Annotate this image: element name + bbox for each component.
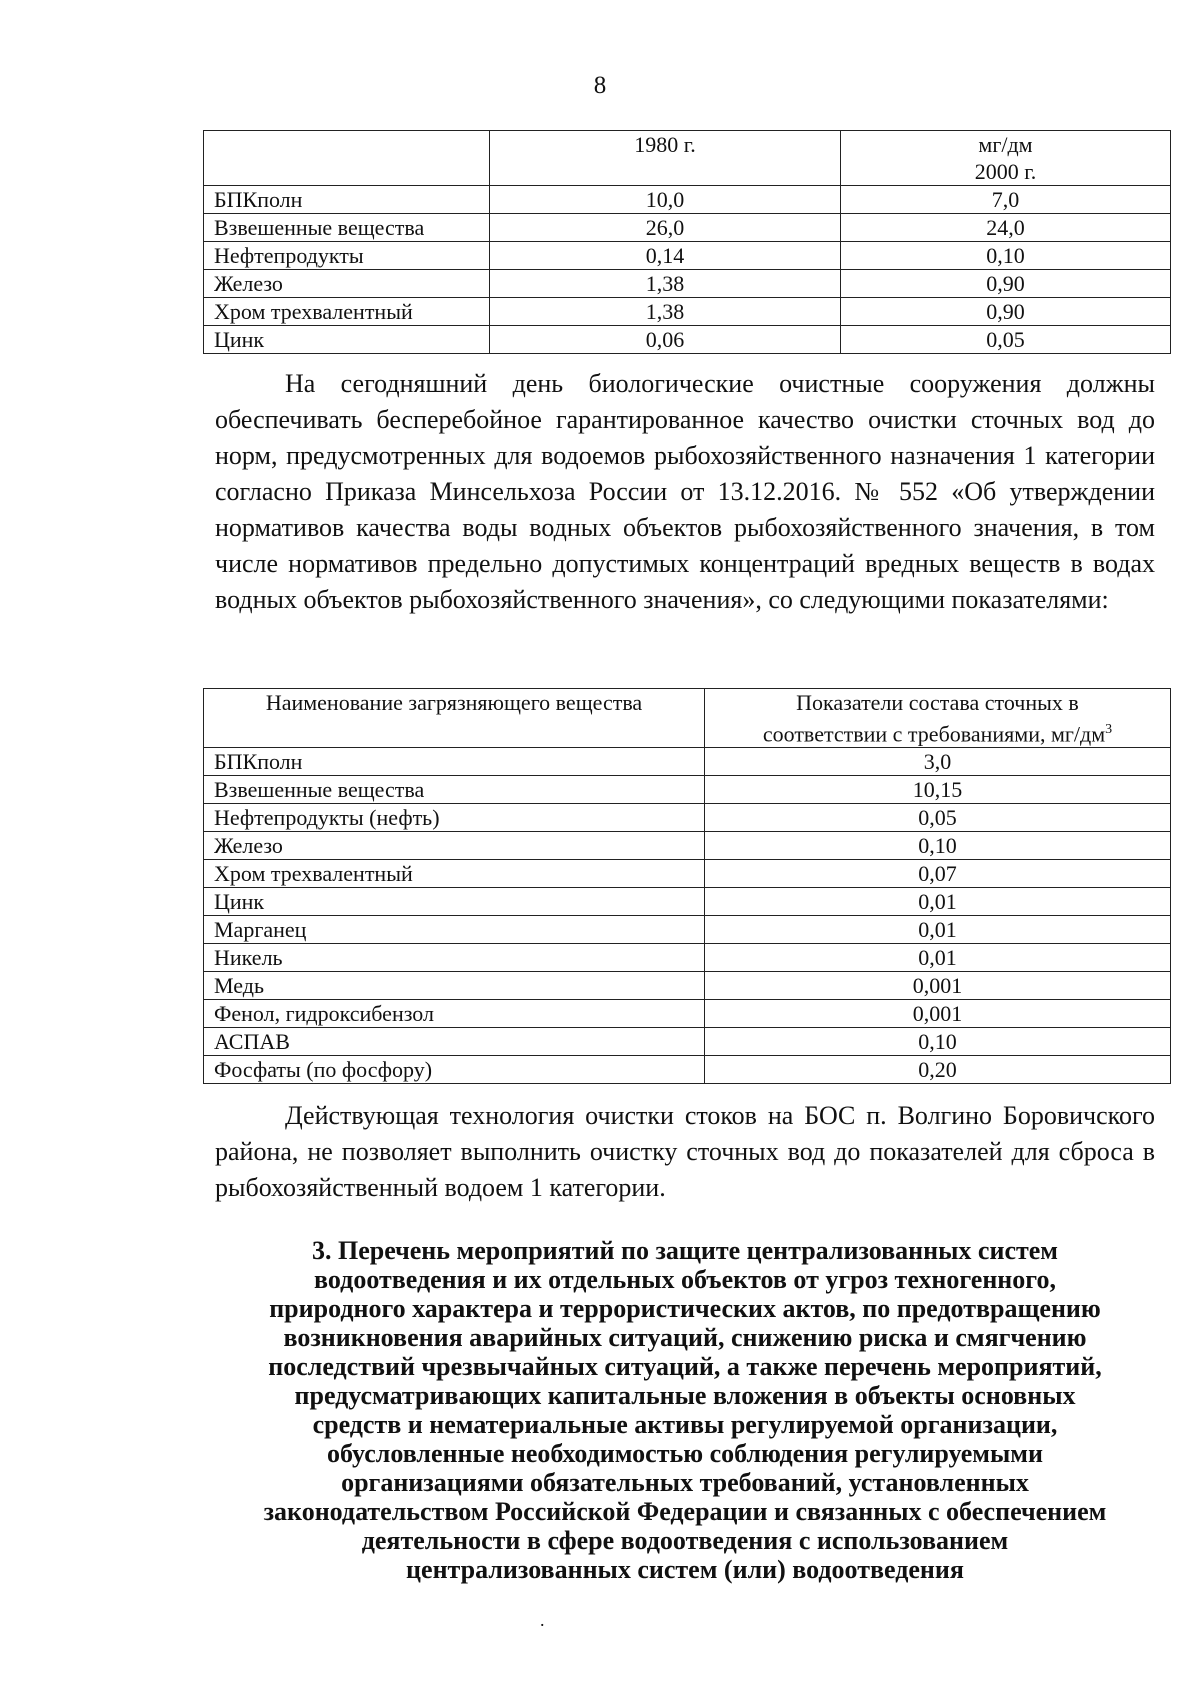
cell-limit: 0,001 — [705, 1000, 1171, 1028]
cell-name: Нефтепродукты — [204, 242, 490, 270]
heading-line: обусловленные необходимостью соблюдения регулируемыми — [327, 1439, 1043, 1468]
heading-line: законодательством Российской Федерации и связанных с обеспечением — [263, 1497, 1107, 1526]
table-header-row — [204, 689, 1171, 748]
cell-limit: 0,10 — [705, 832, 1171, 860]
heading-line: природного характера и террористических актов, по предотвращению — [269, 1294, 1101, 1323]
table-row — [204, 326, 1171, 354]
cell-limit: 10,15 — [705, 776, 1171, 804]
heading-line: последствий чрезвычайных ситуаций, а также перечень мероприятий, — [268, 1352, 1102, 1381]
header-empty — [204, 131, 490, 186]
heading-line: возникновения аварийных ситуаций, снижению риска и смягчению — [283, 1323, 1087, 1352]
table-row — [204, 888, 1171, 916]
cell-pollutant: Цинк — [204, 888, 705, 916]
cell-name: БПКполн — [204, 186, 490, 214]
cell-limit: 0,01 — [705, 916, 1171, 944]
cell-pollutant: Марганец — [204, 916, 705, 944]
cell-1980: 10,0 — [490, 186, 841, 214]
table-row — [204, 214, 1171, 242]
table-row — [204, 748, 1171, 776]
cell-2000: 0,90 — [841, 270, 1171, 298]
table-row — [204, 1000, 1171, 1028]
paragraph-requirements — [215, 366, 1155, 618]
table-row — [204, 832, 1171, 860]
cell-name: Железо — [204, 270, 490, 298]
heading-line: организациями обязательных требований, установленных — [341, 1468, 1029, 1497]
cell-name: Взвешенные вещества — [204, 214, 490, 242]
cell-2000: 0,90 — [841, 298, 1171, 326]
table-row — [204, 298, 1171, 326]
table-row — [204, 860, 1171, 888]
heading-line: предусматривающих капитальные вложения в объекты основных — [294, 1381, 1076, 1410]
cell-pollutant: Хром трехвалентный — [204, 860, 705, 888]
heading-line: деятельности в сфере водоотведения с использованием — [361, 1526, 1009, 1555]
bottom-mark: . — [540, 1610, 545, 1630]
cell-1980: 1,38 — [490, 298, 841, 326]
table-1980-2000 — [203, 130, 1171, 354]
cell-limit: 0,20 — [705, 1056, 1171, 1084]
header-limits-unit: соответствии с требованиями, мг/дм — [762, 721, 1106, 747]
header-pollutant-name: Наименование загрязняющего вещества — [204, 689, 705, 748]
header-limits — [705, 689, 1171, 748]
table-row — [204, 186, 1171, 214]
cell-1980: 26,0 — [490, 214, 841, 242]
cell-limit: 0,001 — [705, 972, 1171, 1000]
cell-1980: 0,14 — [490, 242, 841, 270]
cell-2000: 24,0 — [841, 214, 1171, 242]
section-heading — [215, 1236, 1155, 1584]
header-1980 — [490, 131, 841, 186]
cell-pollutant: Медь — [204, 972, 705, 1000]
cell-pollutant: Железо — [204, 832, 705, 860]
cell-pollutant: Нефтепродукты (нефть) — [204, 804, 705, 832]
cell-1980: 0,06 — [490, 326, 841, 354]
header-limits-sup: 3 — [1105, 722, 1113, 737]
table-row — [204, 270, 1171, 298]
paragraph-technology-text: Действующая технология очистки стоков на БОС п. Волгино Боровичского района, не позволяет выполнить очистку сточных вод до показателей для сброса в рыбохозяйственный водоем 1 категории. — [215, 1101, 1155, 1202]
cell-pollutant: Фенол, гидроксибензол — [204, 1000, 705, 1028]
table-row — [204, 776, 1171, 804]
paragraph-requirements-text: На сегодняшний день биологические очистные сооружения должны обеспечивать бесперебойное гарантированное качество очистки сточных вод до норм, предусмотренных для водоемов рыбохозяйственного назначения 1 категории согласно Приказа Минсельхоза России от 13.12.2016. № 552 «Об утверждении нормативов качества воды водных объектов рыбохозяйственного значения, в том числе нормативов предельно допустимых концентраций вредных веществ в водах водных объектов рыбохозяйственного значения», со следующими показателями: — [215, 369, 1155, 614]
header-limits-line2 — [715, 716, 1160, 747]
table-row — [204, 1056, 1171, 1084]
header-2000 — [841, 131, 1171, 186]
table-pollutant-limits — [203, 688, 1171, 1084]
header-2000-label: 2000 г. — [974, 159, 1037, 184]
table-row — [204, 242, 1171, 270]
cell-pollutant: Никель — [204, 944, 705, 972]
cell-2000: 0,10 — [841, 242, 1171, 270]
cell-pollutant: БПКполн — [204, 748, 705, 776]
heading-line: средств и нематериальные активы регулируемой организации, — [312, 1410, 1058, 1439]
cell-limit: 3,0 — [705, 748, 1171, 776]
cell-name: Цинк — [204, 326, 490, 354]
cell-pollutant: Взвешенные вещества — [204, 776, 705, 804]
cell-name: Хром трехвалентный — [204, 298, 490, 326]
header-unit: мг/дм — [978, 132, 1033, 157]
page-number: 8 — [593, 72, 607, 99]
cell-limit: 0,07 — [705, 860, 1171, 888]
table-row — [204, 804, 1171, 832]
cell-pollutant: АСПАВ — [204, 1028, 705, 1056]
cell-limit: 0,05 — [705, 804, 1171, 832]
cell-limit: 0,01 — [705, 888, 1171, 916]
table-header-row — [204, 131, 1171, 186]
heading-line: водоотведения и их отдельных объектов от угроз техногенного, — [314, 1265, 1056, 1294]
header-1980-label: 1980 г. — [634, 132, 696, 157]
cell-limit: 0,01 — [705, 944, 1171, 972]
table-row — [204, 944, 1171, 972]
paragraph-technology — [215, 1098, 1155, 1206]
table-row — [204, 972, 1171, 1000]
table-row — [204, 1028, 1171, 1056]
heading-line: 3. Перечень мероприятий по защите централизованных систем — [311, 1236, 1059, 1265]
cell-2000: 7,0 — [841, 186, 1171, 214]
cell-limit: 0,10 — [705, 1028, 1171, 1056]
cell-2000: 0,05 — [841, 326, 1171, 354]
cell-1980: 1,38 — [490, 270, 841, 298]
cell-pollutant: Фосфаты (по фосфору) — [204, 1056, 705, 1084]
heading-line: централизованных систем (или) водоотведения — [406, 1555, 964, 1584]
header-limits-line1: Показатели состава сточных в — [796, 690, 1079, 715]
table-row — [204, 916, 1171, 944]
